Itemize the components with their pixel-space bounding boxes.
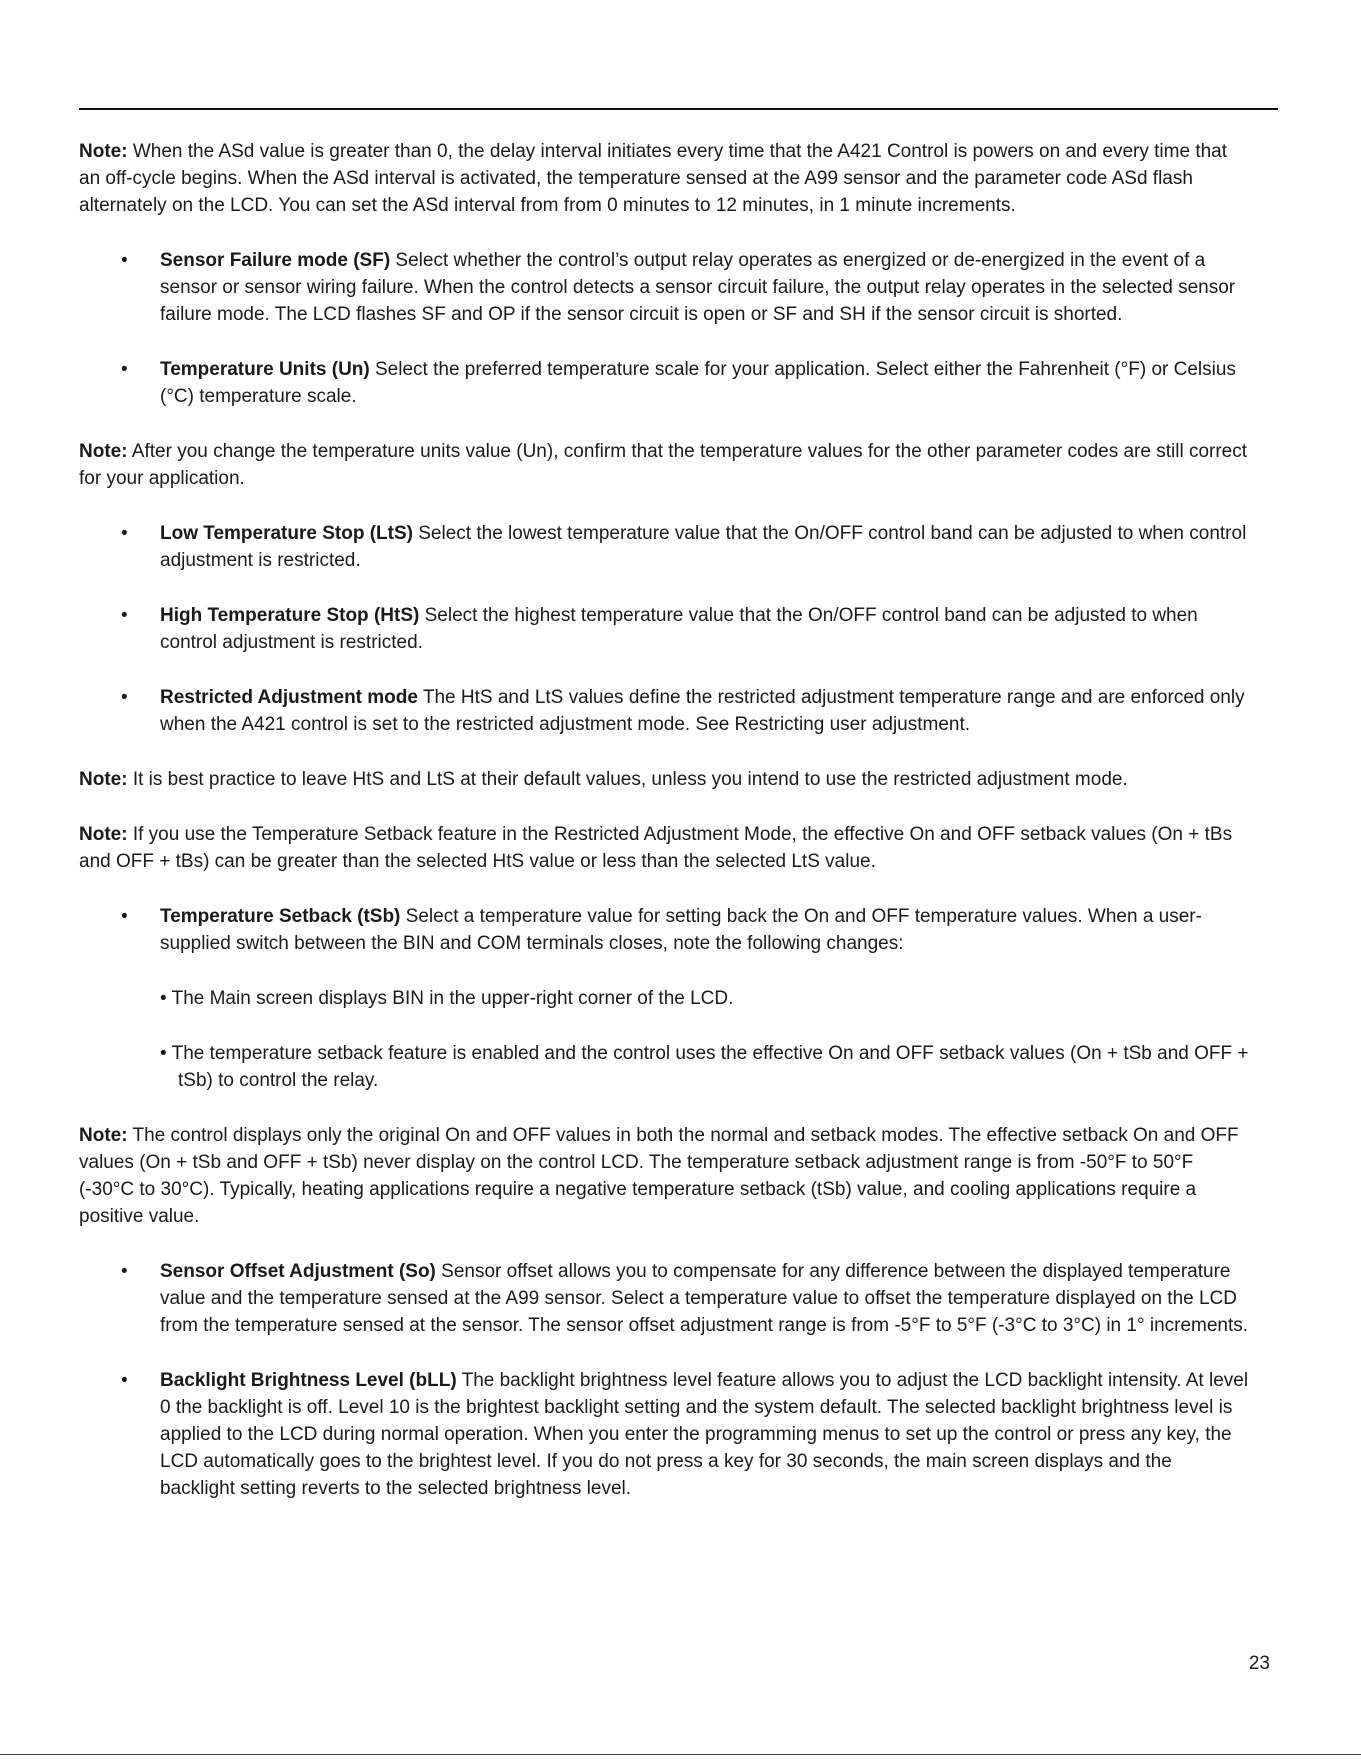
bullet-icon: • xyxy=(121,523,128,544)
setback-change-main-screen: • The Main screen displays BIN in the upper-right corner of the LCD. xyxy=(160,988,734,1009)
bullet-icon: • xyxy=(121,605,128,626)
parameter-list-4 xyxy=(79,1258,1249,1502)
note-text: After you change the temperature units value (Un), confirm that the temperature values for the other parameter codes are still correct for your application. xyxy=(79,441,1248,489)
bullet-icon: • xyxy=(121,1261,128,1282)
list-item-sensor-offset-adjustment xyxy=(79,1258,1249,1339)
bullet-icon: • xyxy=(121,1370,128,1391)
term-low-temperature-stop: Low Temperature Stop (LtS) xyxy=(160,523,413,544)
bullet-icon: • xyxy=(121,250,128,271)
bullet-icon: • xyxy=(121,359,128,380)
description-sensor-offset-adjustment: Sensor offset allows you to compensate for any difference between the displayed temperature value and the temperature sensed at the A99 sensor. Select a temperature value to offset the temperature displayed on the LCD from the temperature sensed at the sensor. The sensor offset adjustment range is from -5°F to 5°F (-3°C to 3°C) in 1° increments. xyxy=(160,1261,1249,1336)
header-rule xyxy=(79,108,1278,110)
note-asd-delay xyxy=(79,138,1249,219)
bullet-icon: • xyxy=(121,906,128,927)
term-high-temperature-stop: High Temperature Stop (HtS) xyxy=(160,605,420,626)
note-label: Note: xyxy=(79,141,128,162)
description-temperature-units: Select the preferred temperature scale for your application. Select either the Fahrenheit (°F) or Celsius (°C) temperature scale. xyxy=(160,359,1236,407)
setback-change-relay-control: • The temperature setback feature is enabled and the control uses the effective On and OFF setback values (On + tSb and OFF + tSb) to control the relay. xyxy=(160,1043,1249,1091)
note-label: Note: xyxy=(79,769,128,790)
list-item-high-temperature-stop xyxy=(79,602,1249,656)
description-backlight-brightness-level: The backlight brightness level feature allows you to adjust the LCD backlight intensity. At level 0 the backlight is off. Level 10 is the brightest backlight setting and the system default. The selected backlight brightness level is applied to the LCD during normal operation. When you enter the programming menus to set up the control or press any key, the LCD automatically goes to the brightest level. If you do not press a key for 30 seconds, the main screen displays and the backlight setting reverts to the selected brightness level. xyxy=(160,1370,1249,1499)
list-item-temperature-setback xyxy=(79,903,1249,957)
parameter-list-3 xyxy=(79,903,1249,957)
footer-rule xyxy=(0,1754,1361,1755)
description-high-temperature-stop: Select the highest temperature value that the On/OFF control band can be adjusted to when control adjustment is restricted. xyxy=(160,605,1198,653)
description-restricted-adjustment-mode: The HtS and LtS values define the restricted adjustment temperature range and are enforced only when the A421 control is set to the restricted adjustment mode. See Restricting user adjustment. xyxy=(160,687,1245,735)
page-number: 23 xyxy=(1248,1653,1270,1674)
term-restricted-adjustment-mode: Restricted Adjustment mode xyxy=(160,687,418,708)
note-label: Note: xyxy=(79,1125,128,1146)
term-temperature-setback: Temperature Setback (tSb) xyxy=(160,906,401,927)
note-text: The control displays only the original On and OFF values in both the normal and setback modes. The effective setback On and OFF values (On + tSb and OFF + tSb) never display on the control LCD. The temperature setback adjustment range is from -50°F to 50°F (-30°C to 30°C). Typically, heating applications require a negative temperature setback (tSb) value, and cooling applications require a positive value. xyxy=(79,1125,1239,1227)
note-text: If you use the Temperature Setback feature in the Restricted Adjustment Mode, the effective On and OFF setback values (On + tBs and OFF + tBs) can be greater than the selected HtS value or less than the selected LtS value. xyxy=(79,824,1233,872)
note-label: Note: xyxy=(79,441,128,462)
description-low-temperature-stop: Select the lowest temperature value that the On/OFF control band can be adjusted to when control adjustment is restricted. xyxy=(160,523,1247,571)
bullet-icon: • xyxy=(121,687,128,708)
page-body xyxy=(79,138,1249,1530)
list-item-restricted-adjustment-mode xyxy=(79,684,1249,738)
description-sensor-failure-mode: Select whether the control’s output relay operates as energized or de-energized in the event of a sensor or sensor wiring failure. When the control detects a sensor circuit failure, the output relay operates in the selected sensor failure mode. The LCD flashes SF and OP if the sensor circuit is open or SF and SH if the sensor circuit is shorted. xyxy=(160,250,1236,325)
term-temperature-units: Temperature Units (Un) xyxy=(160,359,370,380)
note-text: It is best practice to leave HtS and LtS at their default values, unless you intend to use the restricted adjustment mode. xyxy=(132,769,1128,790)
note-setback-display xyxy=(79,1122,1249,1230)
description-temperature-setback: Select a temperature value for setting back the On and OFF temperature values. When a user-supplied switch between the BIN and COM terminals closes, note the following changes: xyxy=(160,906,1202,954)
note-temperature-units xyxy=(79,438,1249,492)
note-setback-restricted-mode xyxy=(79,821,1249,875)
list-item-low-temperature-stop xyxy=(79,520,1249,574)
parameter-list-2 xyxy=(79,520,1249,738)
list-item-sensor-failure-mode xyxy=(79,247,1249,328)
term-sensor-offset-adjustment: Sensor Offset Adjustment (So) xyxy=(160,1261,436,1282)
term-sensor-failure-mode: Sensor Failure mode (SF) xyxy=(160,250,391,271)
note-label: Note: xyxy=(79,824,128,845)
parameter-list-1 xyxy=(79,247,1249,410)
term-backlight-brightness-level: Backlight Brightness Level (bLL) xyxy=(160,1370,457,1391)
note-text: When the ASd value is greater than 0, the delay interval initiates every time that the A421 Control is powers on and every time that an off-cycle begins. When the ASd interval is activated, the temperature sensed at the A99 sensor and the parameter code ASd flash alternately on the LCD. You can set the ASd interval from from 0 minutes to 12 minutes, in 1 minute increments. xyxy=(79,141,1228,216)
note-best-practice xyxy=(79,766,1249,793)
list-item-temperature-units xyxy=(79,356,1249,410)
list-item-backlight-brightness-level xyxy=(79,1367,1249,1502)
